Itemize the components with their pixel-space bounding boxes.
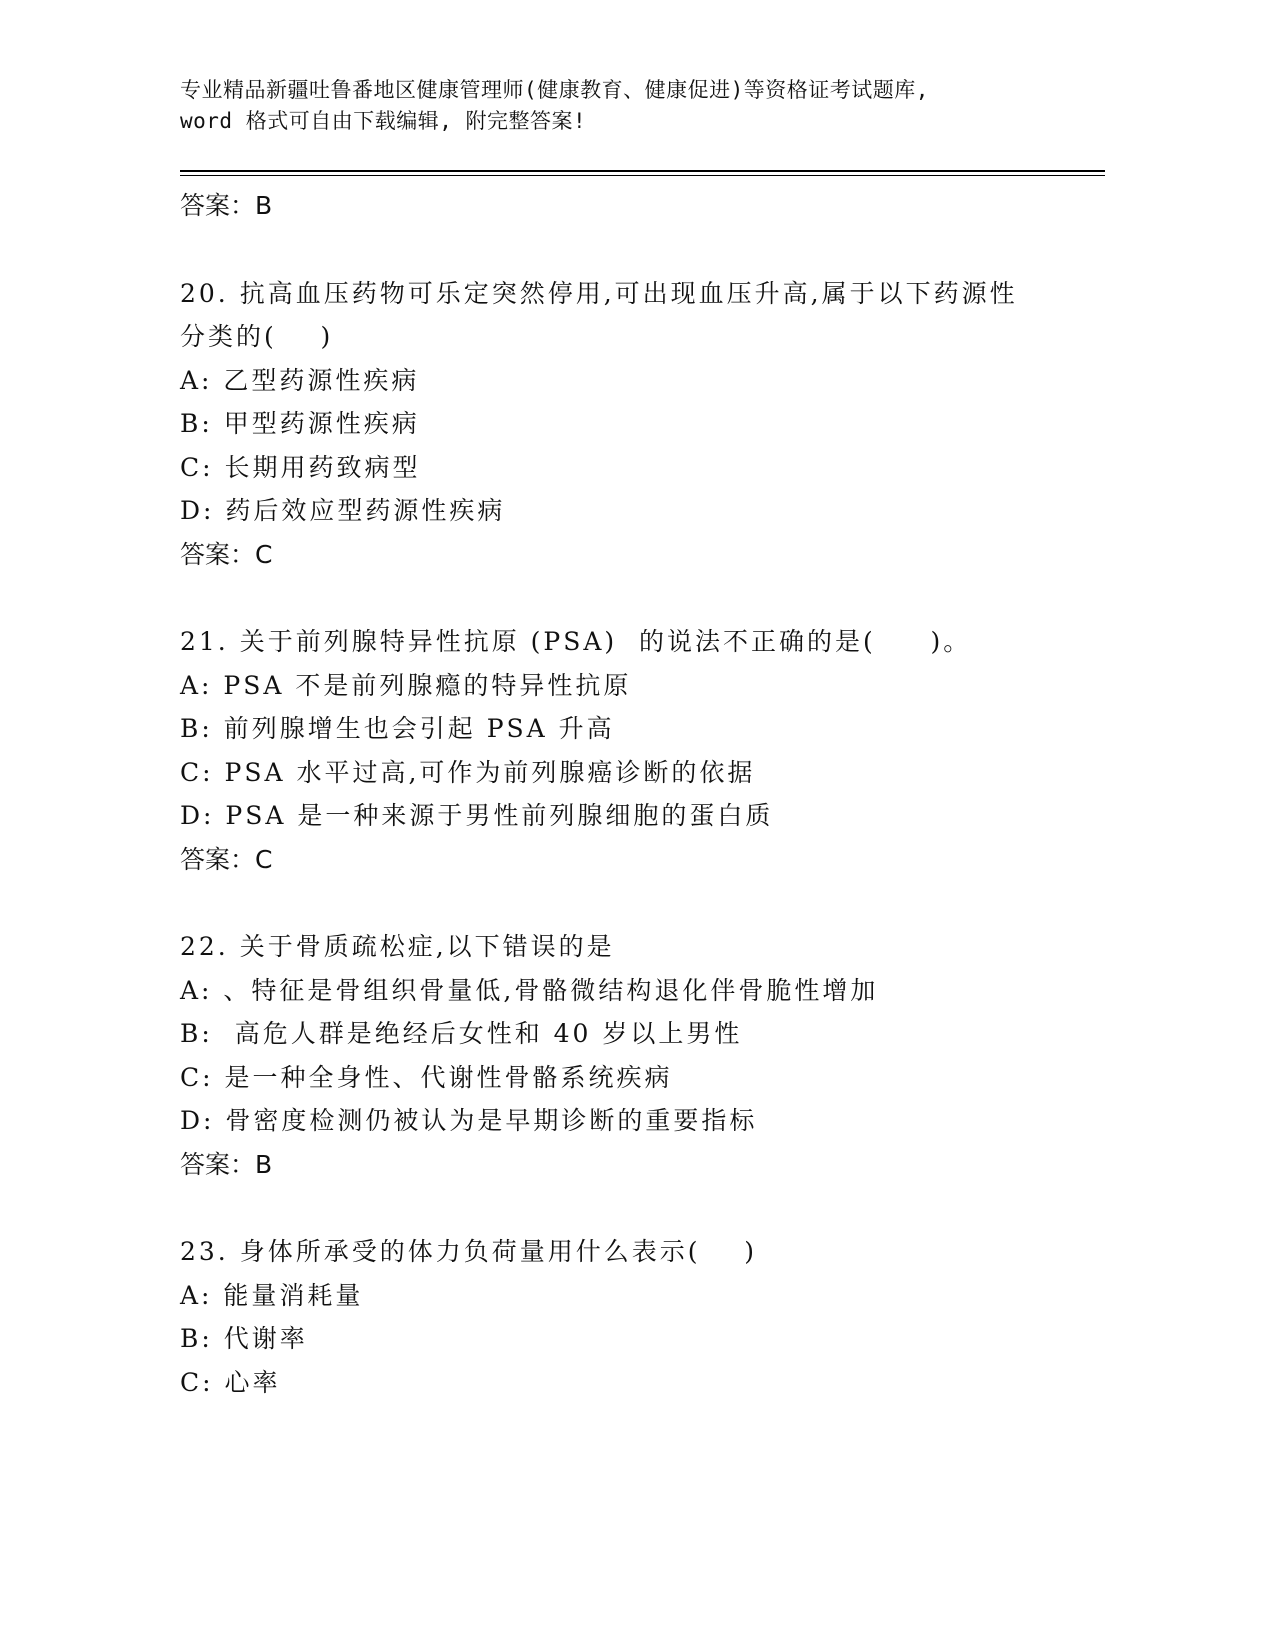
question-21-option-a: A: PSA 不是前列腺瘾的特异性抗原 bbox=[180, 671, 632, 700]
question-20-option-a: A: 乙型药源性疾病 bbox=[180, 366, 420, 395]
answer-20: 答案：C bbox=[180, 540, 273, 569]
question-21-stem: 21. 关于前列腺特异性抗原 (PSA) 的说法不正确的是( )。 bbox=[180, 627, 972, 656]
question-22-option-a: A: 、特征是骨组织骨量低,骨骼微结构退化伴骨脆性增加 bbox=[180, 976, 879, 1005]
header-divider bbox=[180, 170, 1105, 172]
answer-21: 答案：C bbox=[180, 845, 273, 874]
question-23-stem: 23. 身体所承受的体力负荷量用什么表示( ) bbox=[180, 1237, 758, 1266]
question-21-option-d: D: PSA 是一种来源于男性前列腺细胞的蛋白质 bbox=[180, 801, 774, 830]
question-23-option-c: C: 心率 bbox=[180, 1368, 281, 1397]
question-20-stem: 20. 抗高血压药物可乐定突然停用,可出现血压升高,属于以下药源性 bbox=[180, 279, 1018, 308]
question-23-option-a: A: 能量消耗量 bbox=[180, 1281, 364, 1310]
question-21-option-c: C: PSA 水平过高,可作为前列腺癌诊断的依据 bbox=[180, 758, 756, 787]
header-line-1: 专业精品新疆吐鲁番地区健康管理师(健康教育、健康促进)等资格证考试题库, bbox=[180, 78, 929, 102]
answer-22: 答案：B bbox=[180, 1150, 273, 1179]
question-23-option-b: B: 代谢率 bbox=[180, 1324, 308, 1353]
question-20-stem-cont: 分类的( ) bbox=[180, 322, 334, 351]
question-21-option-b: B: 前列腺增生也会引起 PSA 升高 bbox=[180, 714, 615, 743]
question-20-option-b: B: 甲型药源性疾病 bbox=[180, 409, 420, 438]
header-divider-thin bbox=[180, 175, 1105, 176]
question-22-stem: 22. 关于骨质疏松症,以下错误的是 bbox=[180, 932, 615, 961]
answer-19: 答案：B bbox=[180, 191, 273, 220]
question-22-option-b: B: 高危人群是绝经后女性和 40 岁以上男性 bbox=[180, 1019, 743, 1048]
question-20-option-c: C: 长期用药致病型 bbox=[180, 453, 421, 482]
header-line-2: word 格式可自由下载编辑, 附完整答案! bbox=[180, 109, 587, 133]
question-22-option-c: C: 是一种全身性、代谢性骨骼系统疾病 bbox=[180, 1063, 673, 1092]
question-22-option-d: D: 骨密度检测仍被认为是早期诊断的重要指标 bbox=[180, 1106, 758, 1135]
question-20-option-d: D: 药后效应型药源性疾病 bbox=[180, 496, 506, 525]
